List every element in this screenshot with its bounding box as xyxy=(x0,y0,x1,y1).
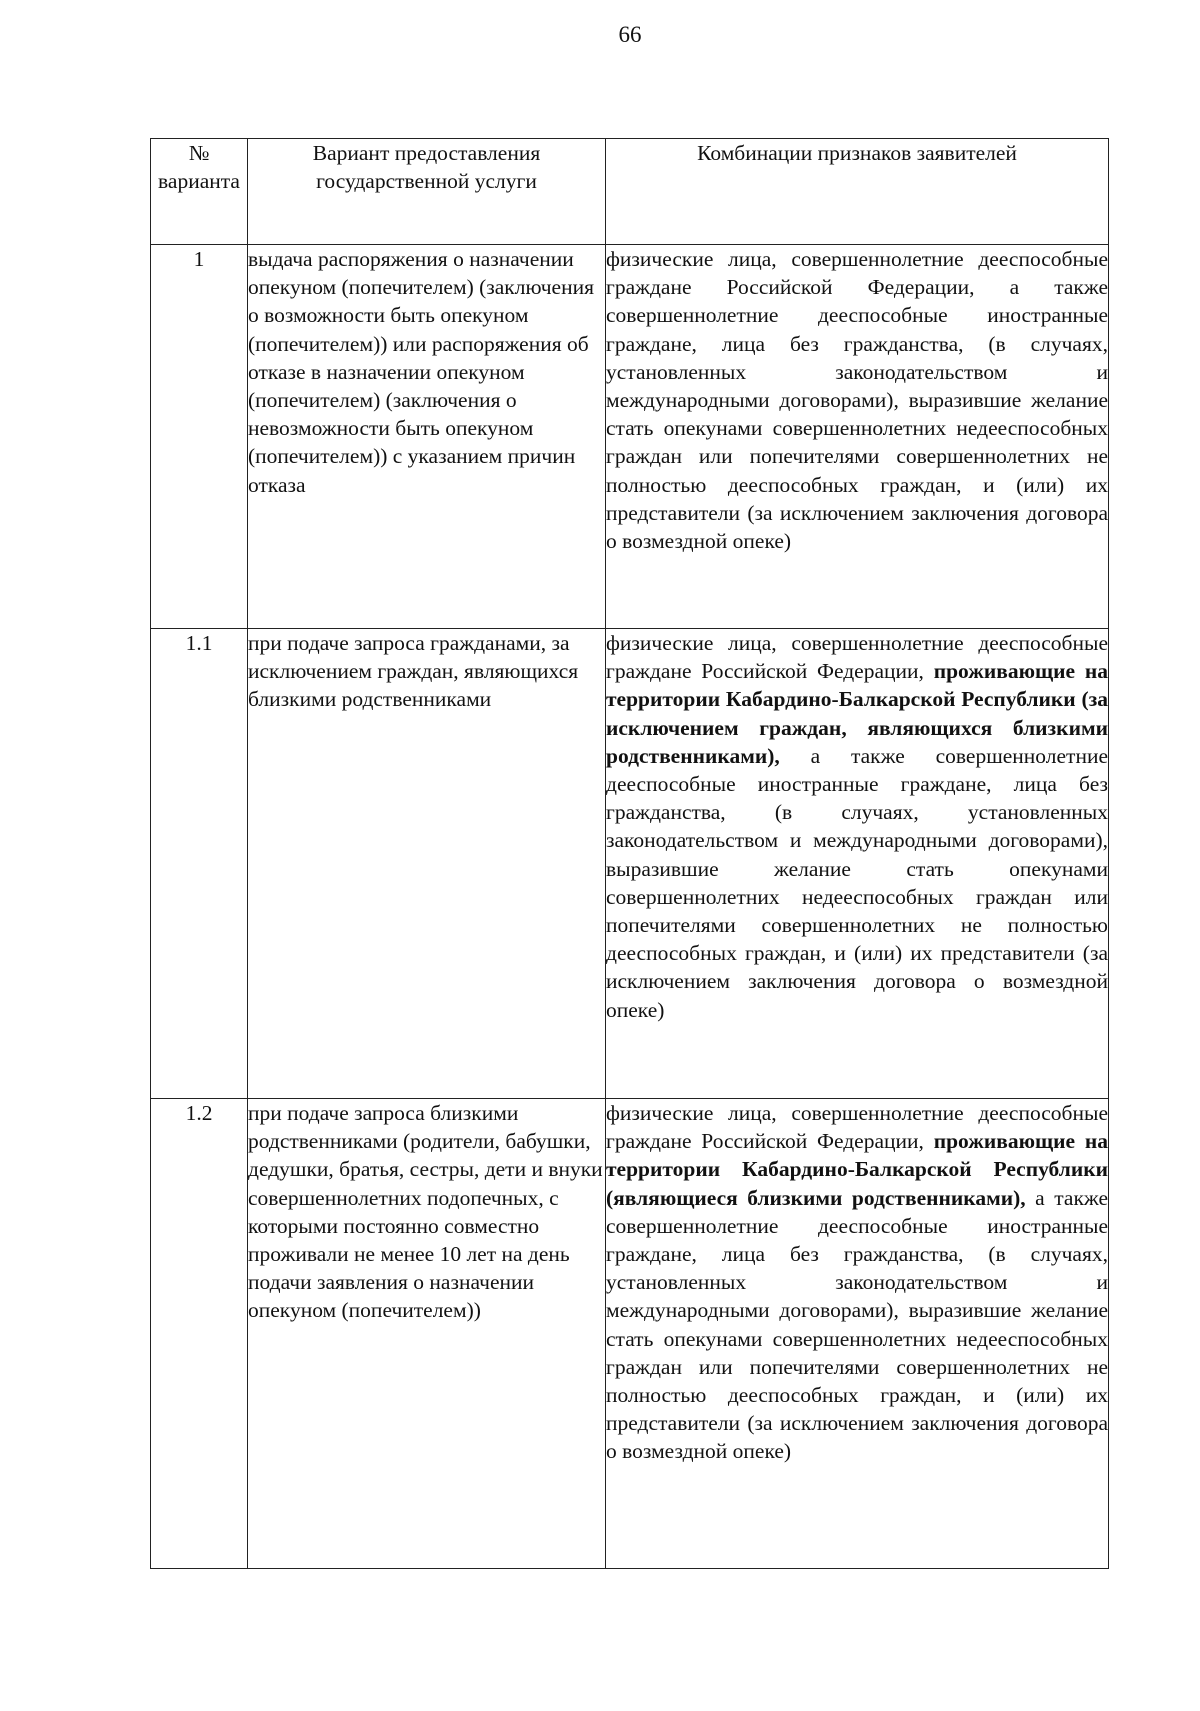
variant-number: 1 xyxy=(151,245,248,629)
table-row xyxy=(151,245,1109,629)
header-applicant-combinations: Комбинации признаков заявителей xyxy=(606,139,1109,245)
table-row xyxy=(151,629,1109,1099)
variant-description: выдача распоряжения о назначении опекуном (попечителем) (заключения о возможности быть опекуном (попечителем)) или распоряжения об отказе в назначении опекуном (попечителем) (заключения о невозможности быть опекуном (попечителем)) с указанием причин отказа xyxy=(248,245,606,629)
page-number: 66 xyxy=(618,22,642,47)
combination-text: а также совершеннолетние дееспособные иностранные граждане, лица без гражданства, (в случаях, установленных законодательством и международными договорами), выразившие желание стать опекунами совершеннолетних недееспособных граждан или попечителями совершеннолетних не полностью дееспособных граждан, и (или) их представители (за исключением заключения договора о возмездной опеке) xyxy=(606,1185,1108,1464)
variants-table xyxy=(150,138,1109,1569)
combination-bold-text: проживающие на территории Кабардино-Балкарской Республики (являющиеся близкими родственниками), xyxy=(606,1129,1109,1210)
combination-text: физические лица, совершеннолетние дееспособные граждане Российской Федерации, xyxy=(606,1101,1108,1154)
applicant-combination xyxy=(606,1099,1109,1569)
header-variant-number: № варианта xyxy=(151,139,248,245)
variant-number: 1.2 xyxy=(151,1099,248,1569)
variant-description: при подаче запроса гражданами, за исключением граждан, являющихся близкими родственниками xyxy=(248,629,606,1099)
variant-number: 1.1 xyxy=(151,629,248,1099)
variant-description: при подаче запроса близкими родственниками (родители, бабушки, дедушки, братья, сестры, дети и внуки совершеннолетних подопечных, с которыми постоянно совместно проживали не менее 10 лет на день подачи заявления о назначении опекуном (попечителем)) xyxy=(248,1099,606,1569)
combination-text: физические лица, совершеннолетние дееспособные граждане Российской Федерации, а также совершеннолетние дееспособные иностранные граждане, лица без гражданства, (в случаях, установленных законодательством и международными договорами), выразившие желание стать опекунами совершеннолетних недееспособных граждан или попечителями совершеннолетних не полностью дееспособных граждан, и (или) их представители (за исключением заключения договора о возмездной опеке) xyxy=(606,247,1108,554)
applicant-combination xyxy=(606,629,1109,1099)
combination-bold-text: проживающие на территории Кабардино-Балкарской Республики (за исключением граждан, являющихся близкими родственниками), xyxy=(606,659,1109,768)
table-row xyxy=(151,1099,1109,1569)
header-variant-name: Вариант предоставления государственной услуги xyxy=(248,139,606,245)
applicant-combination xyxy=(606,245,1109,629)
table-header-row xyxy=(151,139,1109,245)
combination-text: а также совершеннолетние дееспособные иностранные граждане, лица без гражданства, (в случаях, установленных законодательством и международными договорами), выразившие желание стать опекунами совершеннолетних недееспособных граждан или попечителями совершеннолетних не полностью дееспособных граждан, и (или) их представители (за исключением заключения договора о возмездной опеке) xyxy=(606,743,1108,1022)
combination-text: физические лица, совершеннолетние дееспособные граждане Российской Федерации, xyxy=(606,631,1108,684)
